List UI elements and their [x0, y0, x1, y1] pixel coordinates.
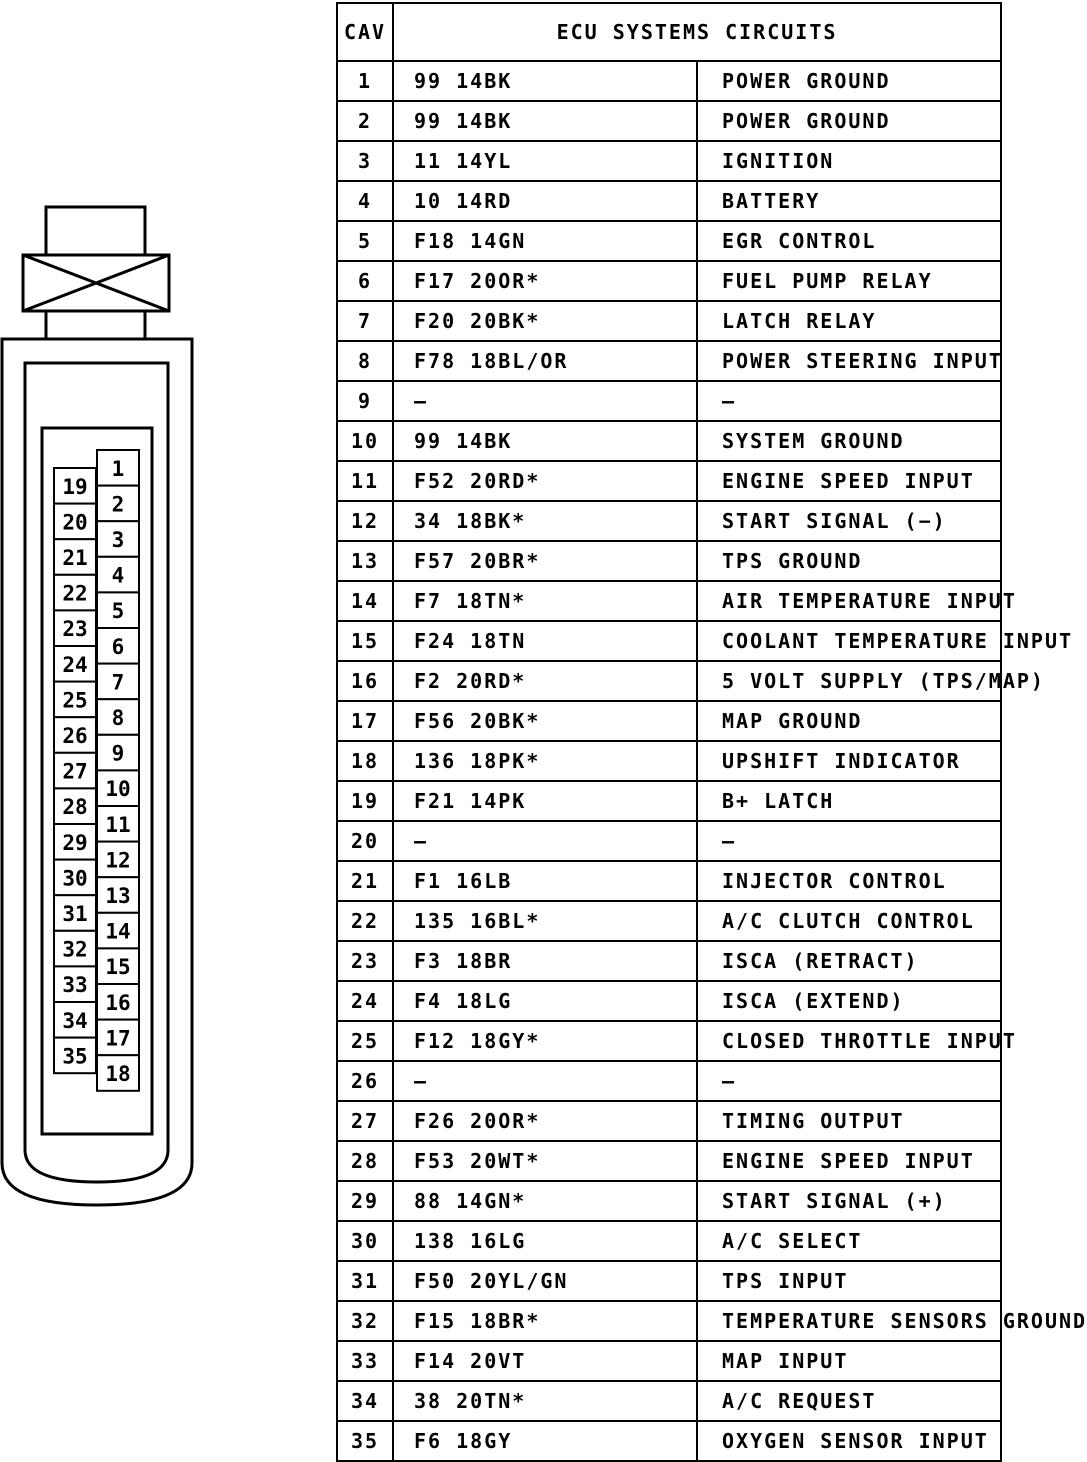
function-cell: TPS INPUT	[697, 1261, 1001, 1301]
table-row	[337, 141, 1001, 181]
table-row	[337, 541, 1001, 581]
table-row	[337, 901, 1001, 941]
wire-cell: 138 16LG	[393, 1221, 697, 1261]
pin-label: 7	[111, 670, 125, 695]
table-row	[337, 1101, 1001, 1141]
table-row	[337, 861, 1001, 901]
wire-cell: F7 18TN*	[393, 581, 697, 621]
table-row	[337, 101, 1001, 141]
function-cell: COOLANT TEMPERATURE INPUT	[697, 621, 1001, 661]
table-row	[337, 1021, 1001, 1061]
table-row	[337, 61, 1001, 101]
cav-cell: 14	[337, 581, 393, 621]
pin-label: 8	[111, 706, 125, 730]
table-row	[337, 1381, 1001, 1421]
wire-cell: F14 20VT	[393, 1341, 697, 1381]
pin-label: 17	[105, 1026, 131, 1051]
cav-cell: 21	[337, 861, 393, 901]
function-cell: IGNITION	[697, 141, 1001, 181]
function-cell: —	[697, 1061, 1001, 1101]
pin-label: 14	[105, 919, 131, 944]
table-row	[337, 1261, 1001, 1301]
function-cell: CLOSED THROTTLE INPUT	[697, 1021, 1001, 1061]
pin-label: 9	[111, 741, 125, 766]
pin-label: 12	[105, 848, 131, 873]
connector-diagram	[0, 0, 330, 1462]
wire-cell: F17 20OR*	[393, 261, 697, 301]
function-cell: ENGINE SPEED INPUT	[697, 1141, 1001, 1181]
table-row	[337, 821, 1001, 861]
wire-cell: F24 18TN	[393, 621, 697, 661]
pin-column-right	[97, 450, 139, 1091]
cav-cell: 10	[337, 421, 393, 461]
wire-cell: 10 14RD	[393, 181, 697, 221]
function-cell: POWER GROUND	[697, 101, 1001, 141]
wire-cell: F6 18GY	[393, 1421, 697, 1461]
cav-cell: 35	[337, 1421, 393, 1461]
cav-cell: 4	[337, 181, 393, 221]
pin-label: 29	[62, 830, 88, 855]
wire-cell: —	[393, 381, 697, 421]
wire-cell: F4 18LG	[393, 981, 697, 1021]
function-cell: ISCA (EXTEND)	[697, 981, 1001, 1021]
pin-label: 16	[105, 990, 131, 1015]
wire-cell: 88 14GN*	[393, 1181, 697, 1221]
header-cav: CAV	[337, 3, 393, 61]
table-row	[337, 581, 1001, 621]
pin-label: 10	[105, 777, 131, 802]
pin-label: 13	[105, 884, 131, 908]
cav-cell: 27	[337, 1101, 393, 1141]
table-row	[337, 661, 1001, 701]
wire-cell: 34 18BK*	[393, 501, 697, 541]
table-row	[337, 1061, 1001, 1101]
function-cell: ISCA (RETRACT)	[697, 941, 1001, 981]
function-cell: UPSHIFT INDICATOR	[697, 741, 1001, 781]
function-cell: B+ LATCH	[697, 781, 1001, 821]
table-row	[337, 181, 1001, 221]
wire-cell: F18 14GN	[393, 221, 697, 261]
wire-cell: F3 18BR	[393, 941, 697, 981]
cav-cell: 32	[337, 1301, 393, 1341]
function-cell: ENGINE SPEED INPUT	[697, 461, 1001, 501]
pin-label: 27	[62, 759, 88, 784]
cav-cell: 17	[337, 701, 393, 741]
function-cell: TIMING OUTPUT	[697, 1101, 1001, 1141]
wire-cell: F20 20BK*	[393, 301, 697, 341]
wire-cell: —	[393, 821, 697, 861]
wire-cell: 99 14BK	[393, 421, 697, 461]
pin-label: 1	[111, 456, 125, 481]
cav-cell: 31	[337, 1261, 393, 1301]
cav-cell: 16	[337, 661, 393, 701]
pin-label: 24	[62, 652, 88, 677]
cav-cell: 29	[337, 1181, 393, 1221]
cav-cell: 26	[337, 1061, 393, 1101]
table-row	[337, 981, 1001, 1021]
wire-cell: F50 20YL/GN	[393, 1261, 697, 1301]
table-row	[337, 1181, 1001, 1221]
function-cell: START SIGNAL (+)	[697, 1181, 1001, 1221]
cav-cell: 9	[337, 381, 393, 421]
table-row	[337, 1421, 1001, 1461]
cav-cell: 15	[337, 621, 393, 661]
cav-cell: 2	[337, 101, 393, 141]
cav-cell: 28	[337, 1141, 393, 1181]
connector-latch-top	[46, 207, 145, 255]
pin-label: 28	[62, 795, 88, 820]
cav-cell: 19	[337, 781, 393, 821]
pin-label: 15	[105, 955, 131, 980]
wire-cell: 38 20TN*	[393, 1381, 697, 1421]
pin-label: 26	[62, 724, 88, 748]
header-title: ECU SYSTEMS CIRCUITS	[393, 3, 1001, 61]
pin-label: 19	[62, 474, 88, 499]
function-cell: TPS GROUND	[697, 541, 1001, 581]
wire-cell: 135 16BL*	[393, 901, 697, 941]
table-row	[337, 941, 1001, 981]
cav-cell: 25	[337, 1021, 393, 1061]
cav-cell: 23	[337, 941, 393, 981]
pin-label: 34	[62, 1008, 88, 1033]
wire-cell: F53 20WT*	[393, 1141, 697, 1181]
cav-cell: 7	[337, 301, 393, 341]
wire-cell: F78 18BL/OR	[393, 341, 697, 381]
table-row	[337, 1221, 1001, 1261]
pin-label: 4	[111, 563, 125, 588]
wire-cell: —	[393, 1061, 697, 1101]
pin-label: 11	[105, 812, 131, 837]
cav-cell: 12	[337, 501, 393, 541]
cav-cell: 8	[337, 341, 393, 381]
function-cell: MAP GROUND	[697, 701, 1001, 741]
function-cell: START SIGNAL (−)	[697, 501, 1001, 541]
pin-label: 33	[62, 973, 88, 998]
function-cell: AIR TEMPERATURE INPUT	[697, 581, 1001, 621]
cav-cell: 6	[337, 261, 393, 301]
function-cell: 5 VOLT SUPPLY (TPS/MAP)	[697, 661, 1001, 701]
table-row	[337, 461, 1001, 501]
pin-label: 20	[62, 510, 88, 535]
cav-cell: 13	[337, 541, 393, 581]
wire-cell: F57 20BR*	[393, 541, 697, 581]
function-cell: LATCH RELAY	[697, 301, 1001, 341]
pin-label: 30	[62, 866, 88, 891]
pin-label: 6	[111, 634, 125, 659]
cav-cell: 34	[337, 1381, 393, 1421]
pin-label: 18	[105, 1062, 131, 1086]
function-cell: A/C CLUTCH CONTROL	[697, 901, 1001, 941]
cav-cell: 22	[337, 901, 393, 941]
table-row	[337, 341, 1001, 381]
table-row	[337, 701, 1001, 741]
wire-cell: F15 18BR*	[393, 1301, 697, 1341]
pin-label: 22	[62, 581, 88, 606]
wire-cell: F52 20RD*	[393, 461, 697, 501]
cav-cell: 11	[337, 461, 393, 501]
function-cell: TEMPERATURE SENSORS GROUND	[697, 1301, 1001, 1341]
function-cell: A/C SELECT	[697, 1221, 1001, 1261]
wire-cell: F26 20OR*	[393, 1101, 697, 1141]
table-row	[337, 501, 1001, 541]
cav-cell: 30	[337, 1221, 393, 1261]
cav-cell: 24	[337, 981, 393, 1021]
table-row	[337, 421, 1001, 461]
table-row	[337, 1301, 1001, 1341]
wire-cell: 99 14BK	[393, 61, 697, 101]
ecu-circuits-table	[336, 2, 1087, 1462]
pin-label: 23	[62, 617, 88, 642]
function-cell: OXYGEN SENSOR INPUT	[697, 1421, 1001, 1461]
wire-cell: 136 18PK*	[393, 741, 697, 781]
table-row	[337, 221, 1001, 261]
cav-cell: 3	[337, 141, 393, 181]
table-row	[337, 1141, 1001, 1181]
pin-label: 32	[62, 937, 88, 962]
pin-label: 31	[62, 902, 88, 926]
wire-cell: F1 16LB	[393, 861, 697, 901]
function-cell: A/C REQUEST	[697, 1381, 1001, 1421]
wire-cell: 99 14BK	[393, 101, 697, 141]
function-cell: POWER GROUND	[697, 61, 1001, 101]
pin-label: 35	[62, 1044, 88, 1069]
wire-cell: F12 18GY*	[393, 1021, 697, 1061]
function-cell: —	[697, 821, 1001, 861]
cav-cell: 33	[337, 1341, 393, 1381]
cav-cell: 5	[337, 221, 393, 261]
table-row	[337, 261, 1001, 301]
table-header-row	[337, 3, 1001, 61]
table-row	[337, 301, 1001, 341]
cav-cell: 20	[337, 821, 393, 861]
function-cell: FUEL PUMP RELAY	[697, 261, 1001, 301]
table-row	[337, 381, 1001, 421]
table-row	[337, 741, 1001, 781]
wire-cell: F21 14PK	[393, 781, 697, 821]
cav-cell: 18	[337, 741, 393, 781]
function-cell: INJECTOR CONTROL	[697, 861, 1001, 901]
wire-cell: F2 20RD*	[393, 661, 697, 701]
function-cell: —	[697, 381, 1001, 421]
function-cell: SYSTEM GROUND	[697, 421, 1001, 461]
function-cell: POWER STEERING INPUT	[697, 341, 1001, 381]
pin-label: 2	[111, 492, 125, 517]
pin-label: 21	[62, 546, 88, 570]
table-row	[337, 1341, 1001, 1381]
pin-label: 3	[111, 528, 125, 552]
function-cell: MAP INPUT	[697, 1341, 1001, 1381]
function-cell: EGR CONTROL	[697, 221, 1001, 261]
cav-cell: 1	[337, 61, 393, 101]
wire-cell: 11 14YL	[393, 141, 697, 181]
pin-label: 25	[62, 688, 88, 713]
function-cell: BATTERY	[697, 181, 1001, 221]
pin-label: 5	[111, 599, 125, 624]
table-row	[337, 621, 1001, 661]
wire-cell: F56 20BK*	[393, 701, 697, 741]
table-row	[337, 781, 1001, 821]
pin-column-left	[54, 468, 96, 1073]
table-body	[337, 61, 1087, 1461]
